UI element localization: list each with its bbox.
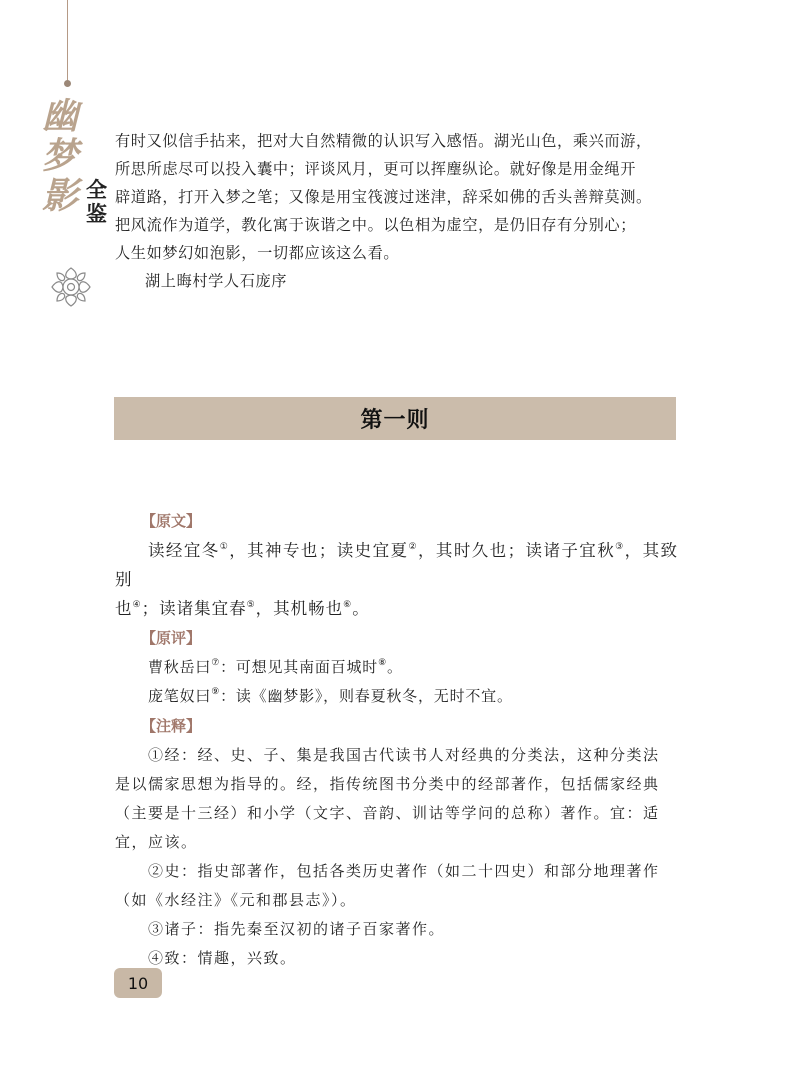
main-content [115, 506, 678, 973]
original-text-line: 读经宜冬①，其神专也；读史宜夏②，其时久也；读诸子宜秋③，其致别 [115, 541, 679, 589]
series-title-char: 梦 [42, 135, 79, 177]
commentary-line: 庞笔奴曰⑨：读《幽梦影》，则春夏秋冬，无时不宜。 [148, 687, 513, 705]
note-line: ②史：指史部著作，包括各类历史著作（如二十四史）和部分地理著作 [148, 862, 660, 880]
preface-line: 有时又似信手拈来，把对大自然精微的认识写入感悟。湖光山色，乘兴而游， [115, 132, 652, 150]
series-subtitle-char: 鉴 [86, 201, 107, 226]
series-subtitle [86, 178, 107, 226]
series-title-char: 幽 [42, 95, 79, 137]
note-line: ④致：情趣，兴致。 [148, 949, 297, 967]
chapter-title-bar [114, 397, 676, 440]
series-title [42, 95, 107, 226]
decorative-line [67, 0, 68, 82]
note-line: （主要是十三经）和小学（文字、音韵、训诂等学问的总称）著作。宜：适 [115, 804, 660, 822]
preface-line: 所思所虑尽可以投入囊中；评谈风月，更可以挥麈纵论。就好像是用金绳开 [115, 160, 636, 178]
flower-ornament-icon [46, 262, 96, 312]
original-heading: 【原文】 [141, 512, 202, 530]
commentary-heading: 【原评】 [141, 629, 202, 647]
preface-line: 辟道路，打开入梦之笔；又像是用宝筏渡过迷津，辞采如佛的舌头善辩莫测。 [115, 188, 652, 206]
decorative-dot [64, 80, 71, 87]
note-line: 是以儒家思想为指导的。经，指传统图书分类中的经部著作，包括儒家经典 [115, 775, 660, 793]
page-number: 10 [114, 968, 162, 998]
note-line: ③诸子：指先秦至汉初的诸子百家著作。 [148, 920, 446, 938]
series-subtitle-char: 全 [86, 177, 107, 202]
chapter-title: 第一则 [360, 407, 430, 433]
notes-heading: 【注释】 [141, 717, 202, 735]
series-title-char: 影 [42, 175, 79, 217]
preface-block [115, 127, 678, 295]
commentary-line: 曹秋岳曰⑦：可想见其南面百城时⑧。 [148, 658, 403, 676]
note-line: 宜，应该。 [115, 833, 198, 851]
preface-line: 把风流作为道学，教化寓于诙谐之中。以色相为虚空，是仍旧存有分别心； [115, 216, 636, 234]
note-line: （如《水经注》《元和郡县志》）。 [115, 891, 357, 909]
preface-line: 人生如梦幻如泡影，一切都应该这么看。 [115, 244, 400, 262]
preface-signature: 湖上晦村学人石庞序 [145, 272, 288, 290]
original-text-line: 也④；读诸集宜春⑤，其机畅也⑥。 [115, 599, 370, 618]
note-line: ①经：经、史、子、集是我国古代读书人对经典的分类法，这种分类法 [148, 746, 660, 764]
